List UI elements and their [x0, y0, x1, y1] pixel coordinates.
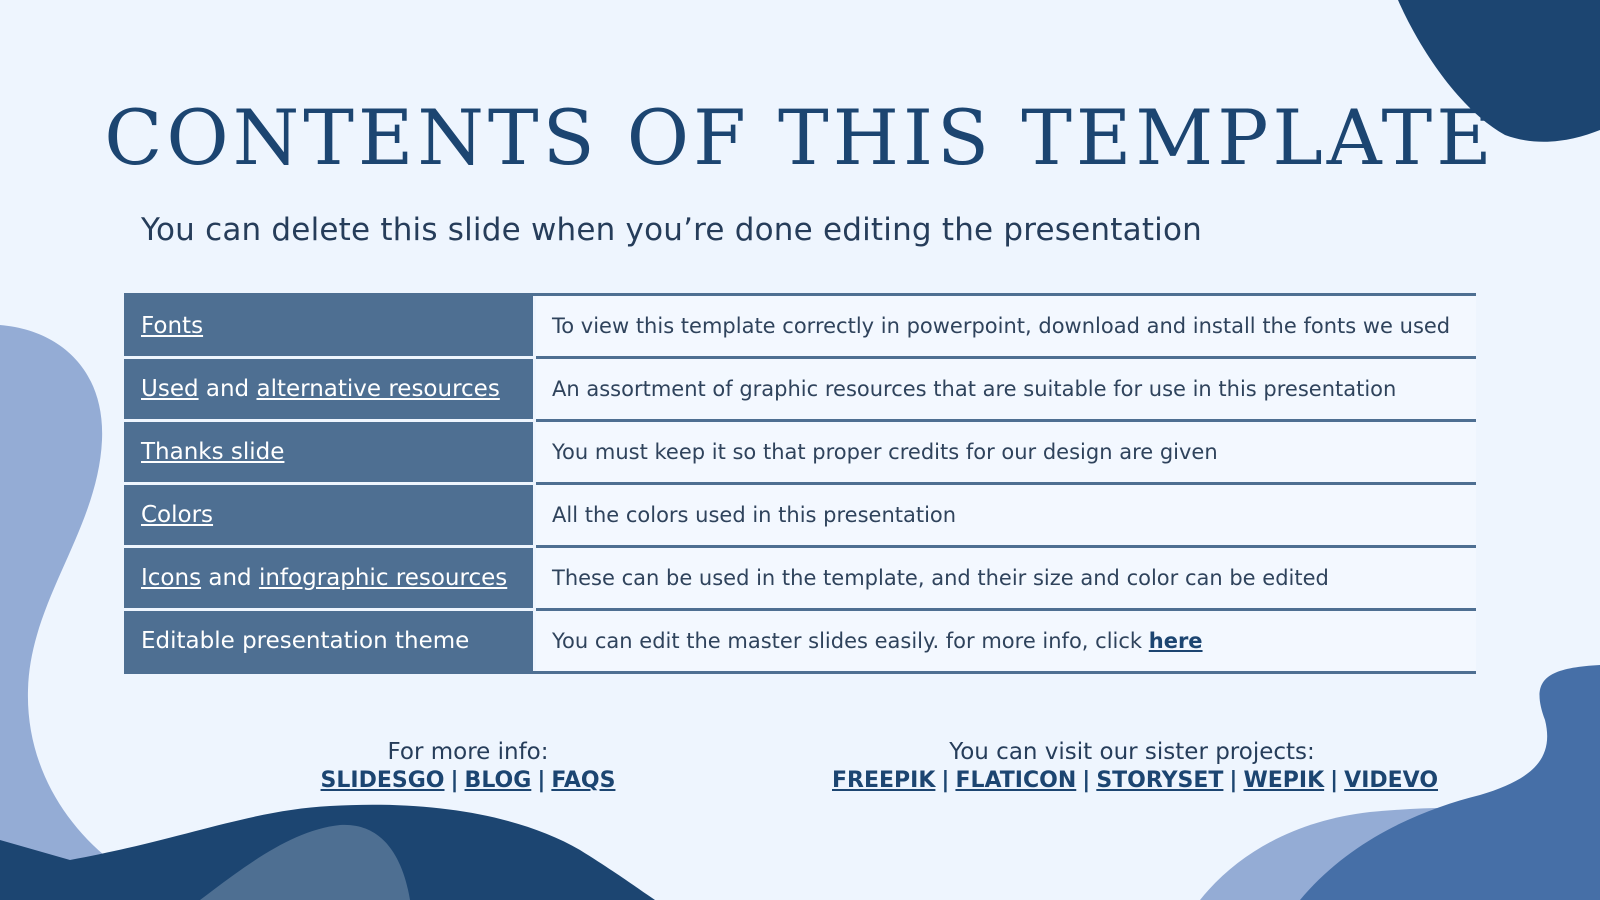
row-description: You can edit the master slides easily. for more info, click	[552, 629, 1149, 653]
row-description-cell	[536, 611, 1476, 671]
link-separator: |	[1330, 768, 1339, 793]
footer-sister-projects-links	[832, 766, 1439, 796]
footer-more-info-links	[268, 766, 668, 796]
link-separator: |	[1229, 768, 1238, 793]
contents-table	[124, 293, 1476, 674]
topic-link[interactable]: infographic resources	[258, 565, 508, 591]
link-separator: |	[450, 768, 459, 793]
row-description-cell	[536, 296, 1476, 356]
row-topic-cell	[124, 296, 536, 359]
row-description: These can be used in the template, and their size and color can be edited	[552, 566, 1329, 590]
topic-text: Editable presentation theme	[141, 628, 470, 654]
row-topic-cell	[124, 548, 536, 611]
footer-link-freepik[interactable]: FREEPIK	[832, 768, 936, 793]
row-description-cell	[536, 359, 1476, 419]
topic-link[interactable]: Icons	[141, 565, 202, 591]
page-subtitle: You can delete this slide when you’re done editing the presentation	[141, 212, 1202, 248]
row-topic-cell	[124, 422, 536, 485]
link-separator: |	[537, 768, 546, 793]
table-row	[124, 611, 1476, 674]
footer-link-flaticon[interactable]: FLATICON	[955, 768, 1077, 793]
topic-link[interactable]: Thanks slide	[141, 439, 285, 465]
footer-link-videvo[interactable]: VIDEVO	[1344, 768, 1439, 793]
footer-more-info	[268, 738, 668, 796]
topic-text: and	[201, 565, 259, 591]
footer-link-slidesgo[interactable]: SLIDESGO	[320, 768, 445, 793]
link-separator: |	[941, 768, 950, 793]
table-row	[124, 548, 1476, 611]
row-topic-cell	[124, 485, 536, 548]
footer-link-wepik[interactable]: WEPIK	[1243, 768, 1325, 793]
footer-link-faqs[interactable]: FAQS	[551, 768, 616, 793]
here-link[interactable]: here	[1148, 629, 1203, 653]
page-title: CONTENTS OF THIS TEMPLATE	[104, 93, 1496, 182]
table-row	[124, 296, 1476, 359]
left-blob	[0, 325, 110, 900]
row-description: All the colors used in this presentation	[552, 503, 957, 527]
row-description: To view this template correctly in powerpoint, download and install the fonts we used	[552, 314, 1451, 338]
table-row	[124, 485, 1476, 548]
topic-link[interactable]: Colors	[141, 502, 214, 528]
row-description-cell	[536, 422, 1476, 482]
row-description-cell	[536, 548, 1476, 608]
topic-link[interactable]: Used	[141, 376, 199, 402]
topic-text: and	[198, 376, 257, 402]
topic-link[interactable]: alternative resources	[256, 376, 500, 402]
row-topic-cell	[124, 611, 536, 671]
footer-link-storyset[interactable]: STORYSET	[1096, 768, 1224, 793]
row-description: An assortment of graphic resources that are suitable for use in this presentation	[552, 377, 1397, 401]
footer-sister-projects	[832, 738, 1439, 796]
topic-link[interactable]: Fonts	[141, 313, 204, 339]
table-row	[124, 359, 1476, 422]
row-description-cell	[536, 485, 1476, 545]
link-separator: |	[1082, 768, 1091, 793]
footer-link-blog[interactable]: BLOG	[464, 768, 532, 793]
footer-more-info-label: For more info:	[387, 739, 549, 765]
row-topic-cell	[124, 359, 536, 422]
footer-sister-projects-label: You can visit our sister projects:	[949, 739, 1315, 765]
table-row	[124, 422, 1476, 485]
row-description: You must keep it so that proper credits for our design are given	[552, 440, 1218, 464]
